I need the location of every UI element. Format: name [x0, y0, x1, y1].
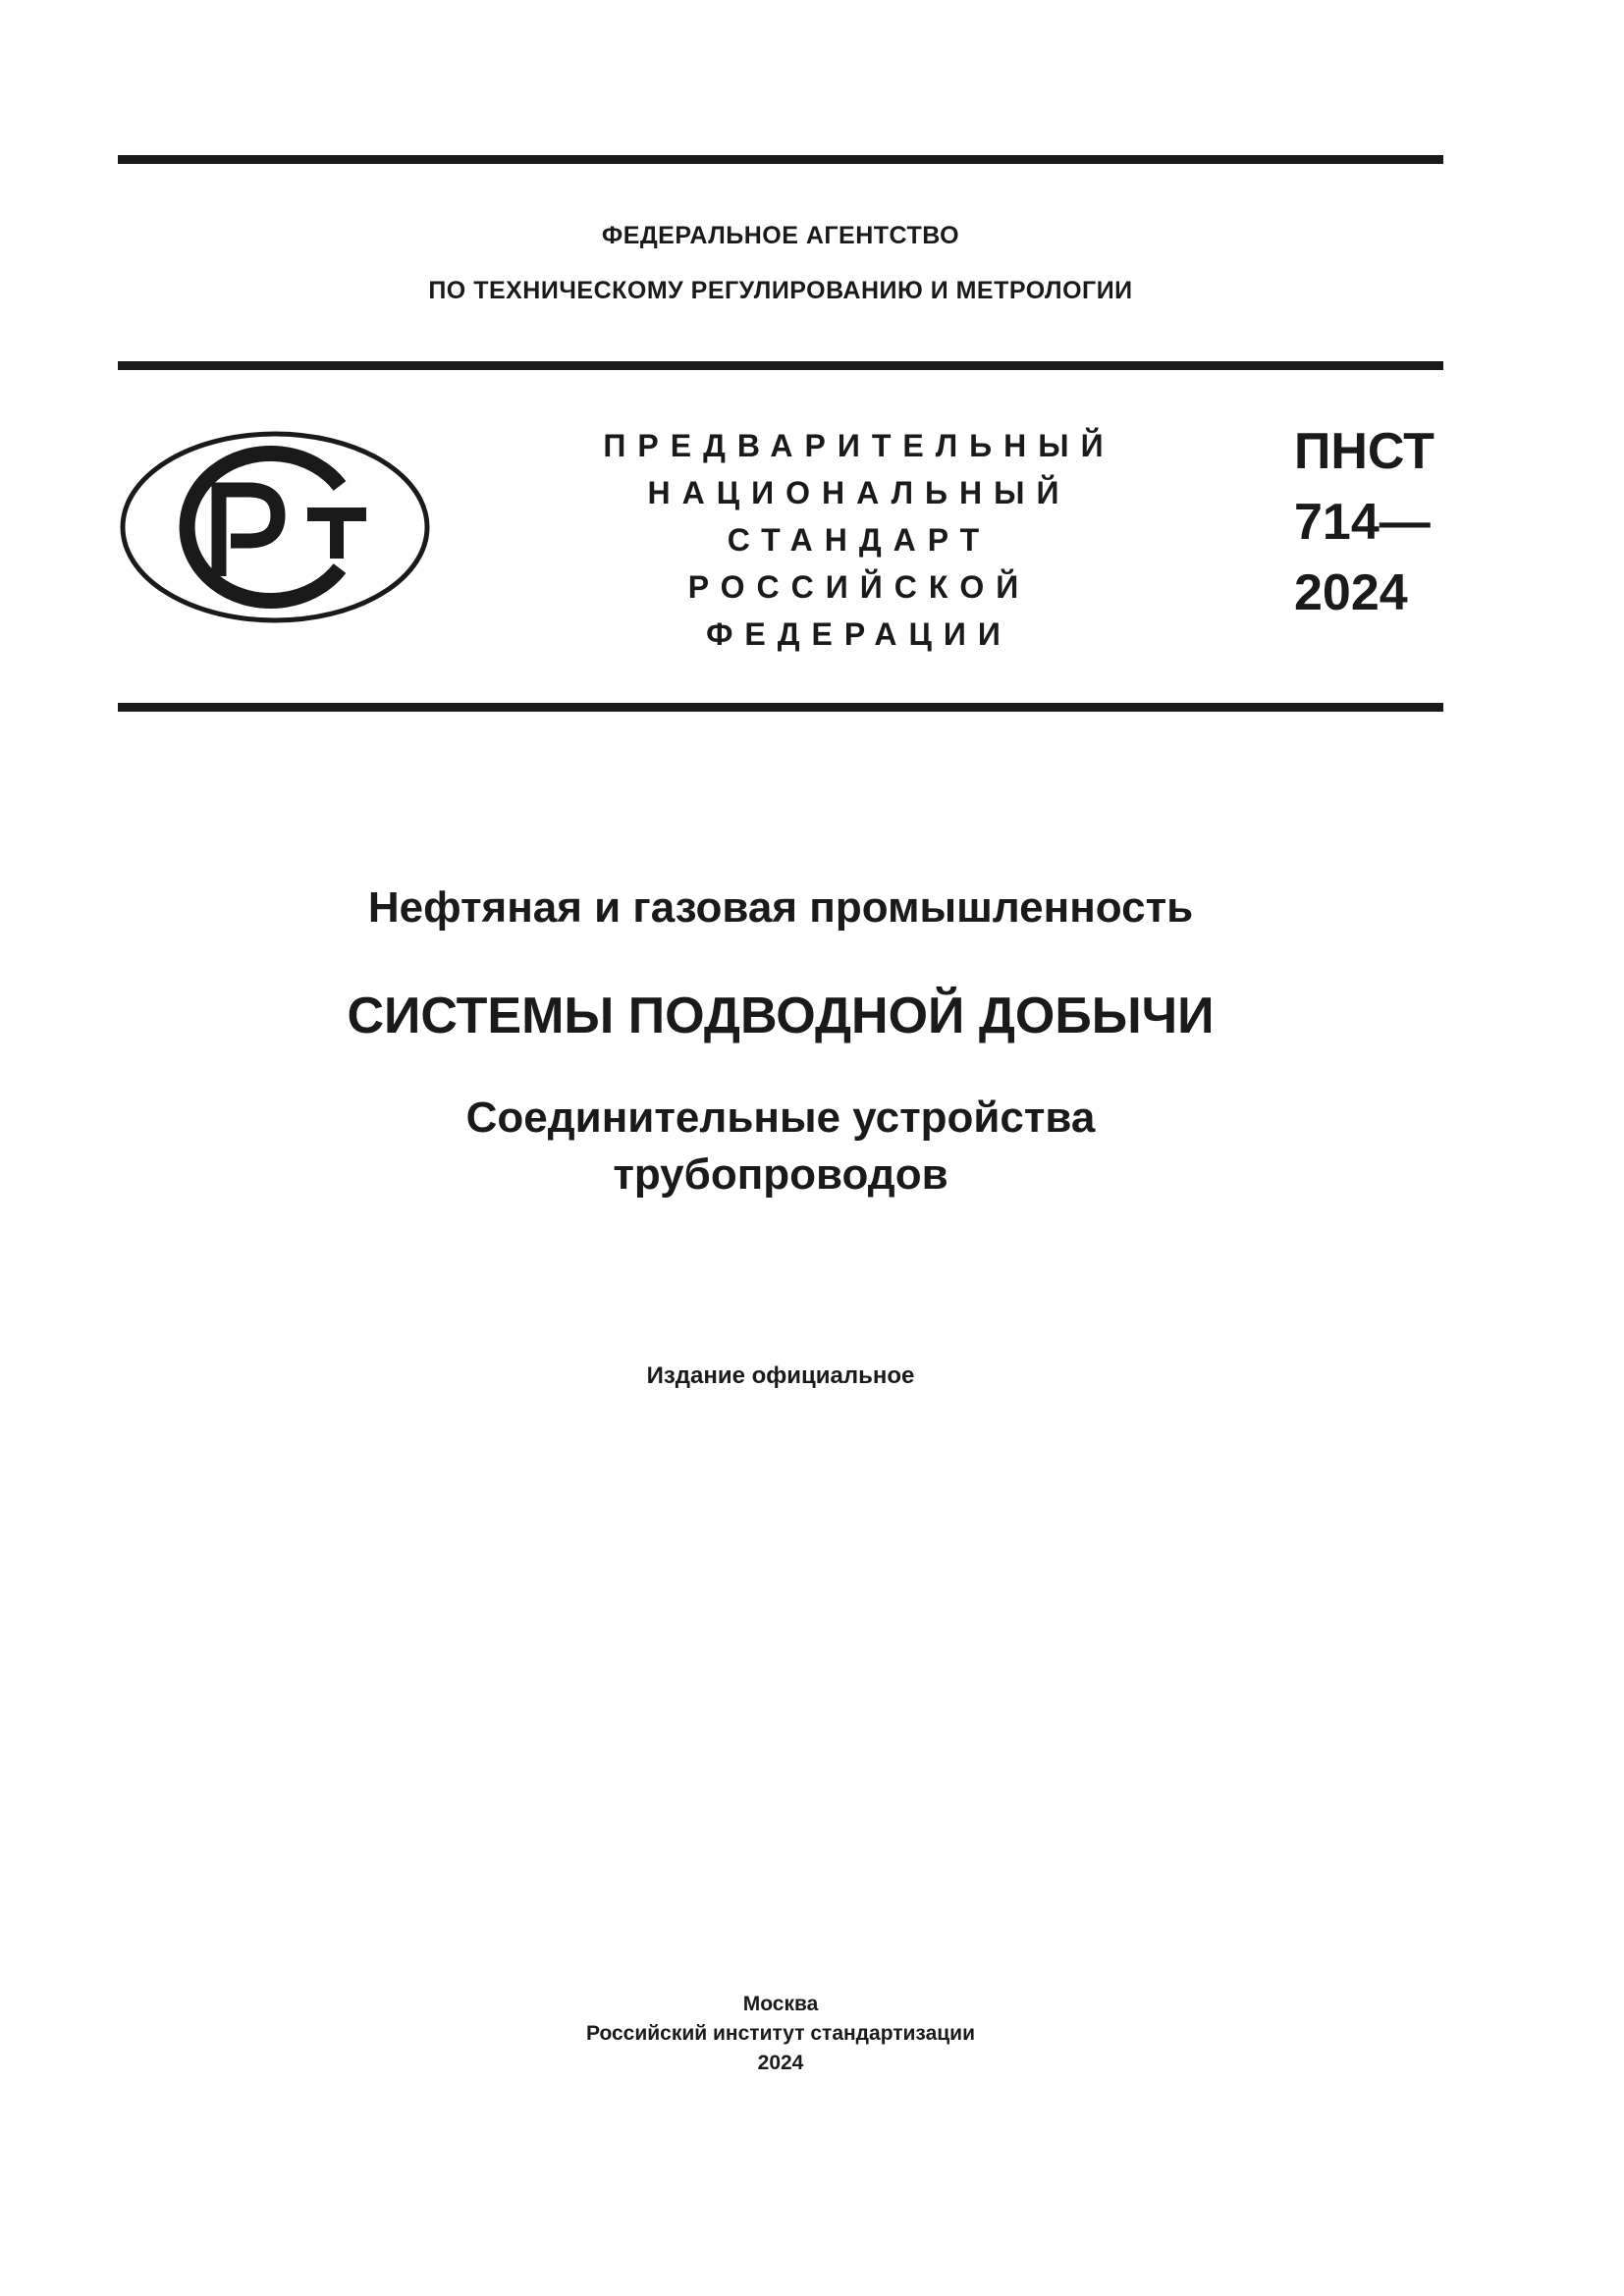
imprint-year: 2024 [757, 2052, 804, 2074]
agency-line-2: ПО ТЕХНИЧЕСКОМУ РЕГУЛИРОВАНИЮ И МЕТРОЛОГИИ [428, 277, 1133, 304]
title-industry: Нефтяная и газовая промышленность [367, 883, 1194, 932]
agency-rule [118, 361, 1443, 370]
imprint [118, 1990, 1443, 2078]
header-bottom-rule [118, 703, 1443, 712]
standard-kind-line: СТАНДАРТ [727, 522, 992, 558]
standard-kind-line: ФЕДЕРАЦИИ [706, 616, 1012, 652]
title-subject-line-2: трубопроводов [613, 1150, 948, 1199]
top-rule [118, 155, 1443, 164]
standard-kind [579, 422, 1139, 658]
standard-number-code: 714— [1294, 494, 1431, 551]
title-subject [118, 1090, 1443, 1203]
standard-number-year: 2024 [1294, 564, 1408, 621]
imprint-publisher: Российский институт стандартизации [585, 2022, 976, 2045]
standard-kind-line: ПРЕДВАРИТЕЛЬНЫЙ [603, 428, 1115, 463]
standard-kind-line: НАЦИОНАЛЬНЫЙ [647, 475, 1071, 510]
standard-kind-line: РОССИЙСКОЙ [687, 569, 1031, 605]
standard-number [1294, 416, 1435, 628]
edition-label: Издание официальное [646, 1362, 915, 1389]
title-main: СИСТЕМЫ ПОДВОДНОЙ ДОБЫЧИ [347, 988, 1215, 1044]
imprint-city: Москва [742, 1993, 819, 2015]
standard-number-prefix: ПНСТ [1294, 423, 1435, 480]
agency-line-1: ФЕДЕРАЛЬНОЕ АГЕНТСТВО [601, 222, 960, 249]
rst-logo-icon [118, 429, 432, 625]
title-subject-line-1: Соединительные устройства [465, 1094, 1096, 1142]
